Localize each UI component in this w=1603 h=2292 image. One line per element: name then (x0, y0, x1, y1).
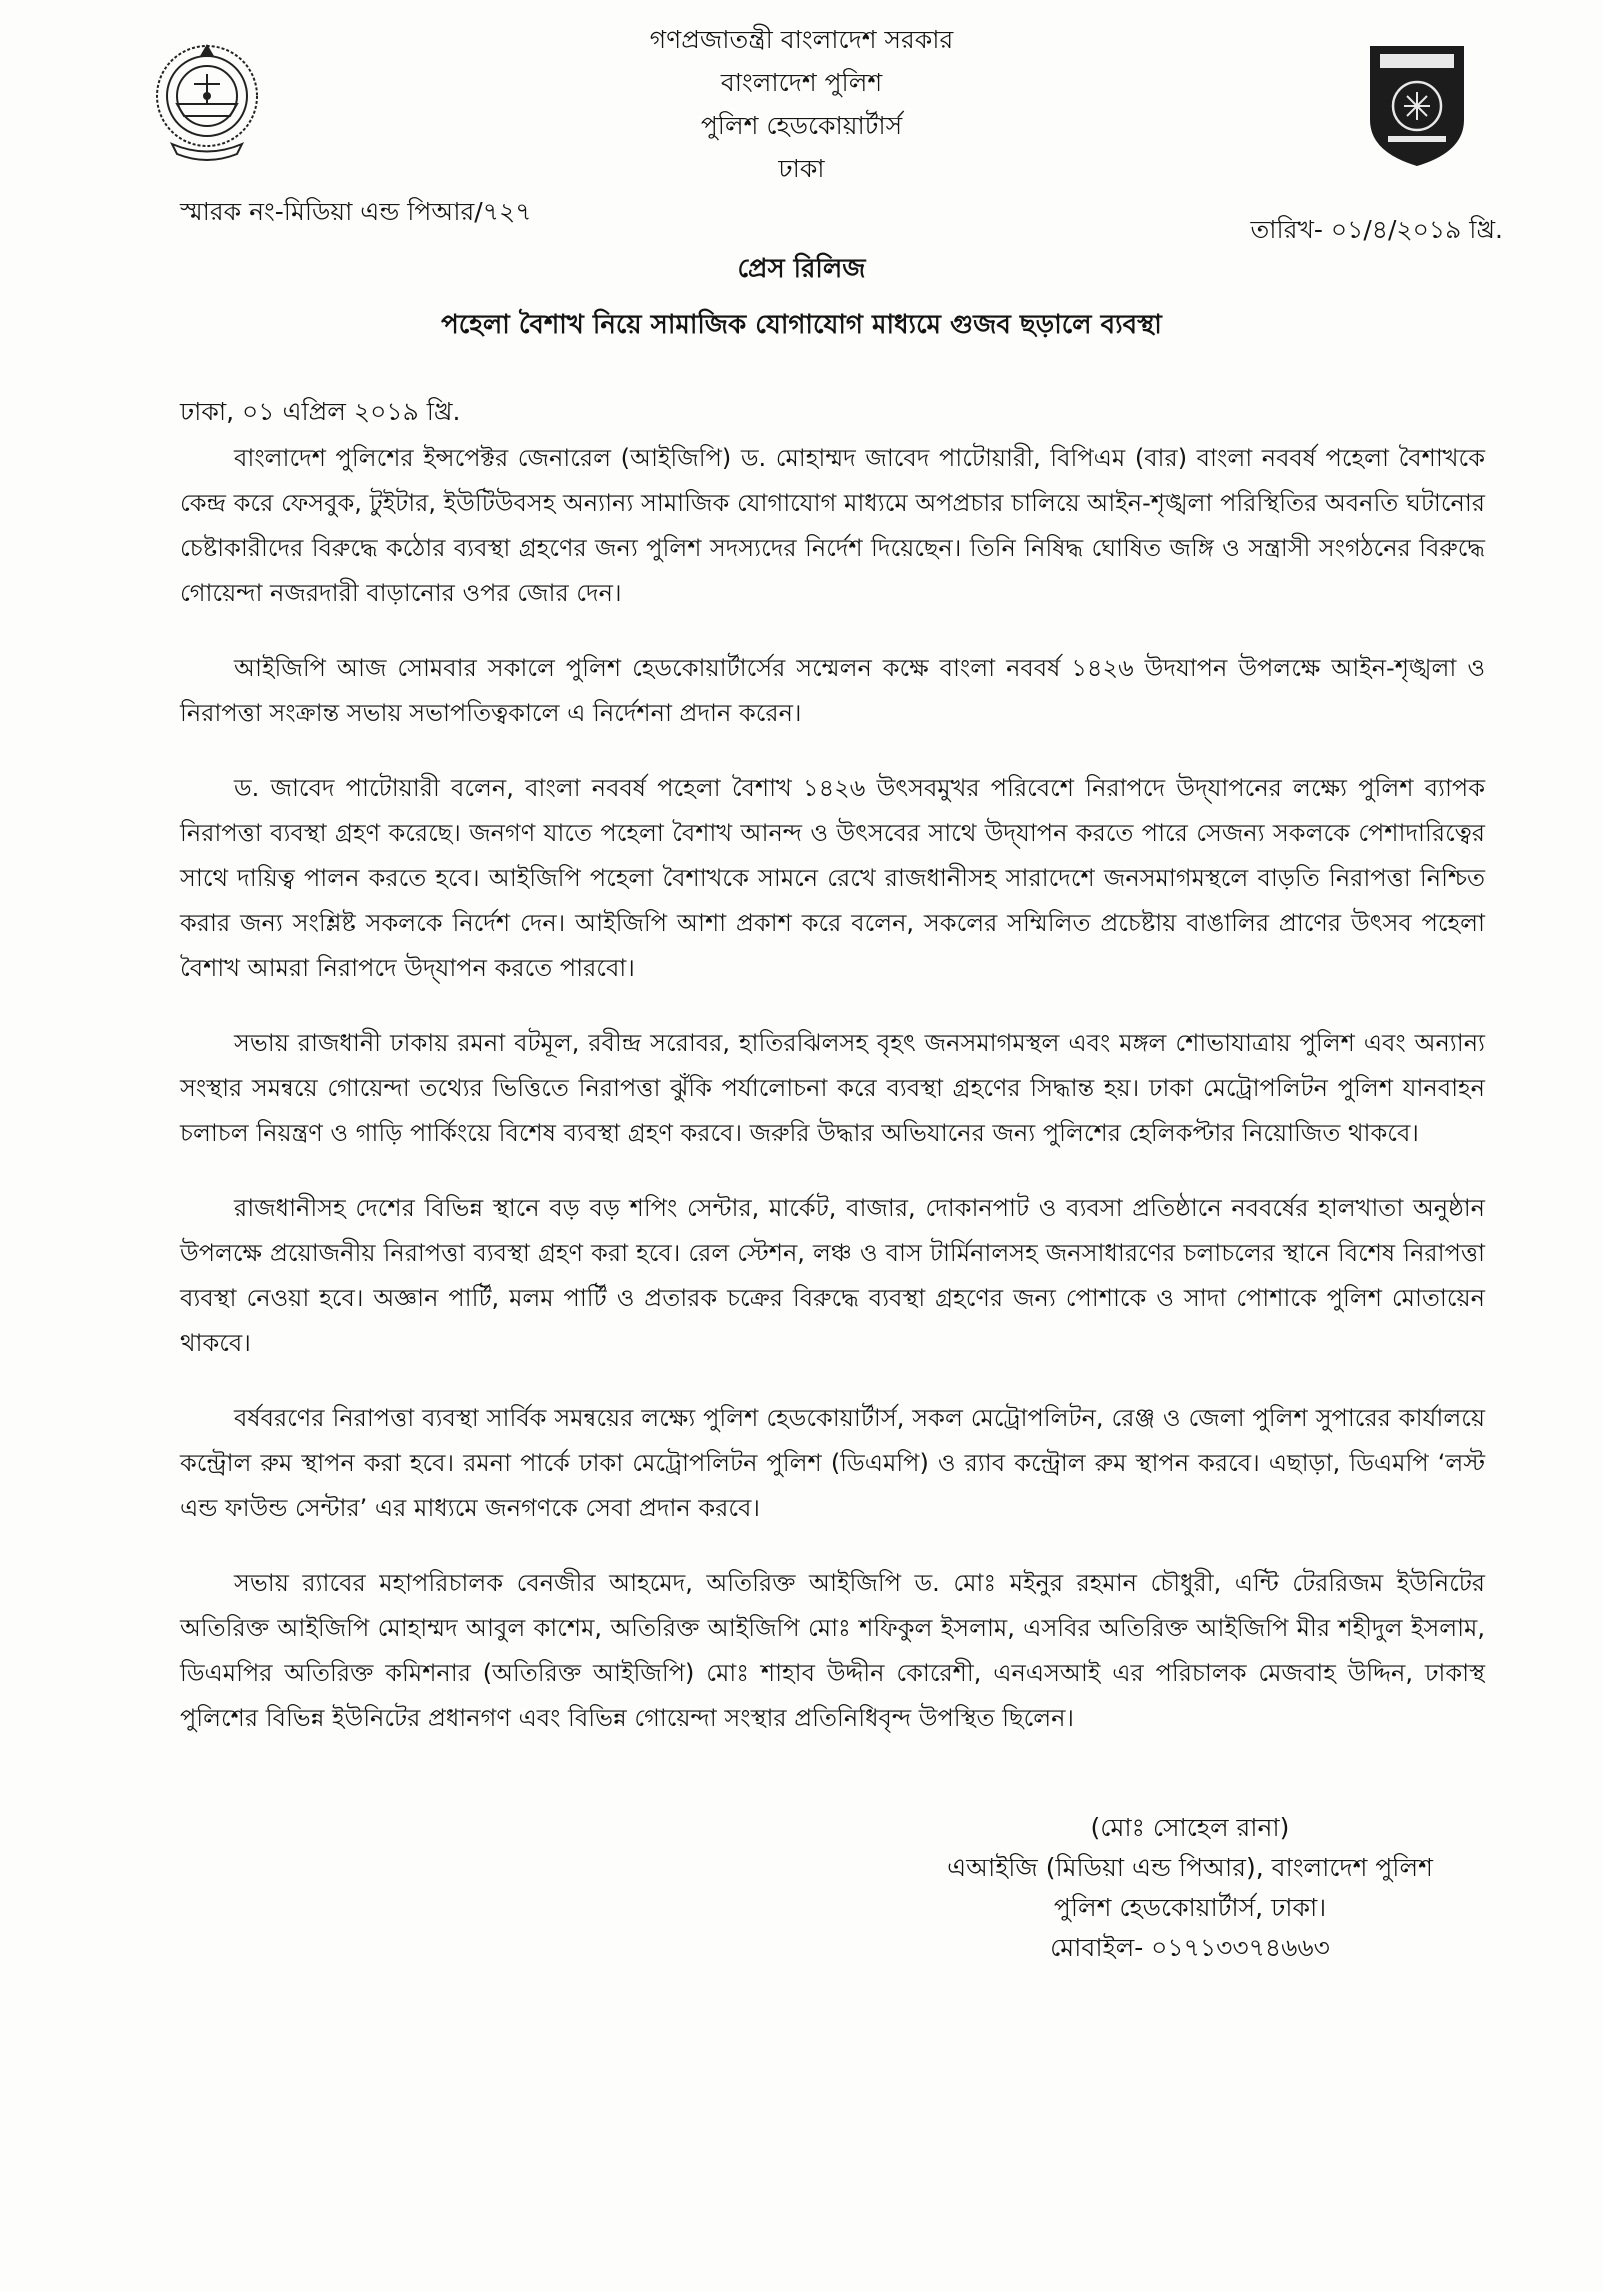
page-subtitle: পহেলা বৈশাখ নিয়ে সামাজিক যোগাযোগ মাধ্যমে গুজব ছড়ালে ব্যবস্থা (441, 310, 1162, 340)
paragraph: সভায় র‍্যাবের মহাপরিচালক বেনজীর আহমেদ, অতিরিক্ত আইজিপি ড. মোঃ মইনুর রহমান চৌধুরী, এন্টি টেররিজম ইউনিটের অতিরিক্ত আইজিপি মোহাম্মদ আবুল কাশেম, অতিরিক্ত আইজিপি মোঃ শফিকুল ইসলাম, এসবির অতিরিক্ত আইজিপি মীর শহীদুল ইসলাম, ডিএমপির অতিরিক্ত কমিশনার (অতিরিক্ত আইজিপি) মোঃ শাহাব উদ্দীন কোরেশী, এনএসআই এর পরিচালক মেজবাহ উদ্দিন, ঢাকাস্থ পুলিশের বিভিন্ন ইউনিটের প্রধানগণ এবং বিভিন্ন গোয়েন্দা সংস্থার প্রতিনিধিবৃন্দ উপস্থিত ছিলেন। (180, 1569, 1485, 1732)
paragraph: রাজধানীসহ দেশের বিভিন্ন স্থানে বড় বড় শপিং সেন্টার, মার্কেট, বাজার, দোকানপাট ও ব্যবসা প্রতিষ্ঠানে নববর্ষের হালখাতা অনুষ্ঠান উপলক্ষে প্রয়োজনীয় নিরাপত্তা ব্যবস্থা গ্রহণ করা হবে। রেল স্টেশন, লঞ্চ ও বাস টার্মিনালসহ জনসাধারণের চলাচলের স্থানে বিশেষ নিরাপত্তা ব্যবস্থা নেওয়া হবে। অজ্ঞান পার্টি, মলম পার্টি ও প্রতারক চক্রের বিরুদ্ধে ব্যবস্থা গ্রহণের জন্য পোশাকে ও সাদা পোশাকে পুলিশ মোতায়েন থাকবে। (180, 1194, 1485, 1357)
letterhead (0, 22, 1603, 194)
header-line-city: ঢাকা (778, 154, 825, 183)
paragraph: সভায় রাজধানী ঢাকায় রমনা বটমূল, রবীন্দ্র সরোবর, হাতিরঝিলসহ বৃহৎ জনসমাগমস্থল এবং মঙ্গল শোভাযাত্রায় পুলিশ এবং অন্যান্য সংস্থার সমন্বয়ে গোয়েন্দা তথ্যের ভিত্তিতে নিরাপত্তা ঝুঁকি পর্যালোচনা করে ব্যবস্থা গ্রহণের সিদ্ধান্ত হয়। ঢাকা মেট্রোপলিটন পুলিশ যানবাহন চলাচল নিয়ন্ত্রণ ও গাড়ি পার্কিংয়ে বিশেষ ব্যবস্থা গ্রহণ করবে। জরুরি উদ্ধার অভিযানের জন্য পুলিশের হেলিকপ্টার নিয়োজিত থাকবে। (180, 1029, 1485, 1147)
body-text (180, 436, 1485, 1771)
paragraph: বাংলাদেশ পুলিশের ইন্সপেক্টর জেনারেল (আইজিপি) ড. মোহাম্মদ জাবেদ পাটোয়ারী, বিপিএম (বার) বাংলা নববর্ষ পহেলা বৈশাখকে কেন্দ্র করে ফেসবুক, টুইটার, ইউটিউবসহ অন্যান্য সামাজিক যোগাযোগ মাধ্যমে অপপ্রচার চালিয়ে আইন-শৃঙ্খলা পরিস্থিতির অবনতি ঘটানোর চেষ্টাকারীদের বিরুদ্ধে কঠোর ব্যবস্থা গ্রহণের জন্য পুলিশ সদস্যদের নির্দেশ দিয়েছেন। তিনি নিষিদ্ধ ঘোষিত জঙ্গি ও সন্ত্রাসী সংগঠনের বিরুদ্ধে গোয়েন্দা নজরদারী বাড়ানোর ওপর জোর দেন। (180, 444, 1485, 607)
paragraph: আইজিপি আজ সোমবার সকালে পুলিশ হেডকোয়ার্টার্সের সম্মেলন কক্ষে বাংলা নববর্ষ ১৪২৬ উদযাপন উপলক্ষে আইন-শৃঙ্খলা ও নিরাপত্তা সংক্রান্ত সভায় সভাপতিত্বকালে এ নির্দেশনা প্রদান করেন। (180, 654, 1485, 727)
signatory-name: (মোঃ সোহেল রানা) (1090, 1813, 1290, 1842)
dateline: ঢাকা, ০১ এপ্রিল ২০১৯ খ্রি. (180, 397, 461, 426)
signatory-mobile: মোবাইল- ০১৭১৩৩৭৪৬৬৩ (1050, 1933, 1330, 1962)
signature-block (890, 1808, 1490, 1968)
memo-number: স্মারক নং-মিডিয়া এন্ড পিআর/৭২৭ (180, 197, 532, 226)
paragraph: ড. জাবেদ পাটোয়ারী বলেন, বাংলা নববর্ষ পহেলা বৈশাখ ১৪২৬ উৎসবমুখর পরিবেশে নিরাপদে উদ্‌যাপনের লক্ষ্যে পুলিশ ব্যাপক নিরাপত্তা ব্যবস্থা গ্রহণ করেছে। জনগণ যাতে পহেলা বৈশাখ আনন্দ ও উৎসবের সাথে উদ্‌যাপন করতে পারে সেজন্য সকলকে পেশাদারিত্বের সাথে দায়িত্ব পালন করতে হবে। আইজিপি পহেলা বৈশাখকে সামনে রেখে রাজধানীসহ সারাদেশে জনসমাগমস্থলে বাড়তি নিরাপত্তা নিশ্চিত করার জন্য সংশ্লিষ্ট সকলকে নির্দেশ দেন। আইজিপি আশা প্রকাশ করে বলেন, সকলের সম্মিলিত প্রচেষ্টায় বাঙালির প্রাণের উৎসব পহেলা বৈশাখ আমরা নিরাপদে উদ্‌যাপন করতে পারবো। (180, 774, 1485, 982)
title-block (0, 250, 1603, 344)
signatory-designation: এআইজি (মিডিয়া এন্ড পিআর), বাংলাদেশ পুলিশ (947, 1853, 1433, 1882)
header-line-headquarters: পুলিশ হেডকোয়ার্টার্স (700, 111, 903, 140)
header-line-government: গণপ্রজাতন্ত্রী বাংলাদেশ সরকার (649, 25, 954, 54)
page-title: প্রেস রিলিজ (737, 254, 866, 284)
header-line-police: বাংলাদেশ পুলিশ (720, 68, 883, 97)
paragraph: বর্ষবরণের নিরাপত্তা ব্যবস্থা সার্বিক সমন্বয়ের লক্ষ্যে পুলিশ হেডকোয়ার্টার্স, সকল মেট্রোপলিটন, রেঞ্জ ও জেলা পুলিশ সুপারের কার্যালয়ে কন্ট্রোল রুম স্থাপন করা হবে। রমনা পার্কে ঢাকা মেট্রোপলিটন পুলিশ (ডিএমপি) ও র‍্যাব কন্ট্রোল রুম স্থাপন করবে। এছাড়া, ডিএমপি ‘লস্ট এন্ড ফাউন্ড সেন্টার’ এর মাধ্যমে জনগণকে সেবা প্রদান করবে। (180, 1404, 1485, 1522)
signatory-office: পুলিশ হেডকোয়ার্টার্স, ঢাকা। (1053, 1893, 1327, 1922)
issue-date: তারিখ- ০১/৪/২০১৯ খ্রি. (1250, 215, 1503, 244)
